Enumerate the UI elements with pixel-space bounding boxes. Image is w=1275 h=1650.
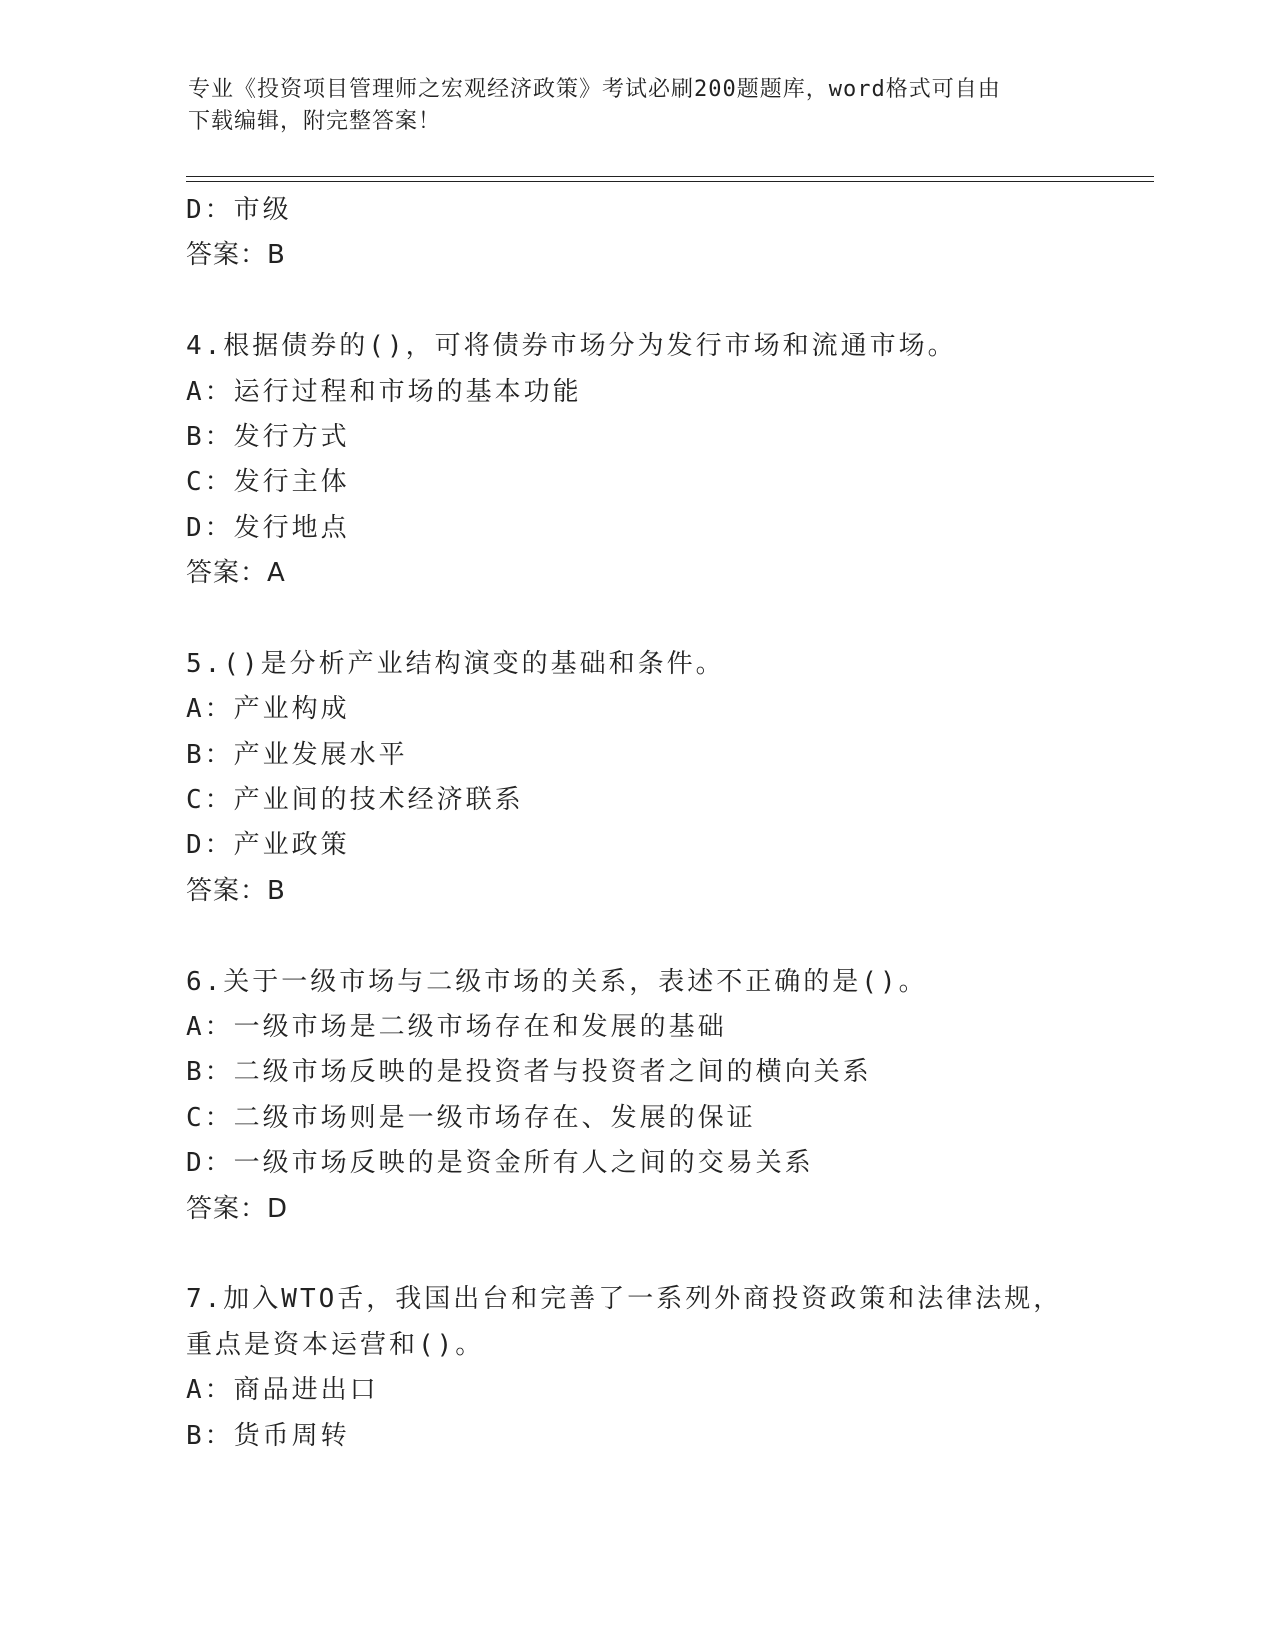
document-header: [188, 74, 1078, 138]
spacer: [186, 1232, 1166, 1277]
option-c: C：产业间的技术经济联系: [186, 785, 524, 816]
question-stem: 4.根据债券的()，可将债券市场分为发行市场和流通市场。: [186, 331, 957, 362]
question-block: [186, 642, 1166, 914]
question-block: [186, 1277, 1166, 1459]
spacer: [186, 279, 1166, 324]
answer: 答案：D: [186, 1193, 289, 1224]
option-c: C：二级市场则是一级市场存在、发展的保证: [186, 1102, 756, 1133]
option-a: A：运行过程和市场的基本功能: [186, 376, 582, 407]
spacer: [186, 597, 1166, 642]
option-a: A：一级市场是二级市场存在和发展的基础: [186, 1012, 727, 1043]
option-d: D：一级市场反映的是资金所有人之间的交易关系: [186, 1148, 814, 1179]
option-b: B：产业发展水平: [186, 739, 408, 770]
answer: 答案：B: [186, 240, 286, 271]
header-line-1: 专业《投资项目管理师之宏观经济政策》考试必刷200题题库，word格式可自由: [188, 77, 1001, 102]
question-stem-line-1: 7.加入WTO舌，我国出台和完善了一系列外商投资政策和法律法规，: [186, 1284, 1063, 1315]
spacer: [186, 914, 1166, 959]
option-c: C：发行主体: [186, 467, 350, 498]
answer: 答案：B: [186, 875, 286, 906]
question-stem: 5.()是分析产业结构演变的基础和条件。: [186, 648, 725, 679]
header-rule-bottom: [186, 181, 1154, 182]
option-a: A：产业构成: [186, 694, 350, 725]
document-body: [186, 188, 1166, 1459]
option-d: D：市级: [186, 195, 292, 225]
option-b: B：二级市场反映的是投资者与投资者之间的横向关系: [186, 1057, 872, 1088]
question-block: [186, 960, 1166, 1232]
option-b: B：货币周转: [186, 1420, 350, 1451]
question-block: [186, 324, 1166, 596]
option-b: B：发行方式: [186, 421, 350, 452]
option-a: A：商品进出口: [186, 1375, 379, 1406]
question-stem-line-2: 重点是资本运营和()。: [186, 1329, 485, 1360]
option-d: D：产业政策: [186, 830, 350, 861]
option-d: D：发行地点: [186, 512, 350, 543]
question-stem: 6.关于一级市场与二级市场的关系，表述不正确的是()。: [186, 966, 928, 997]
header-rule-top: [186, 176, 1154, 177]
header-line-2: 下载编辑，附完整答案！: [188, 109, 442, 134]
answer: 答案：A: [186, 558, 286, 589]
